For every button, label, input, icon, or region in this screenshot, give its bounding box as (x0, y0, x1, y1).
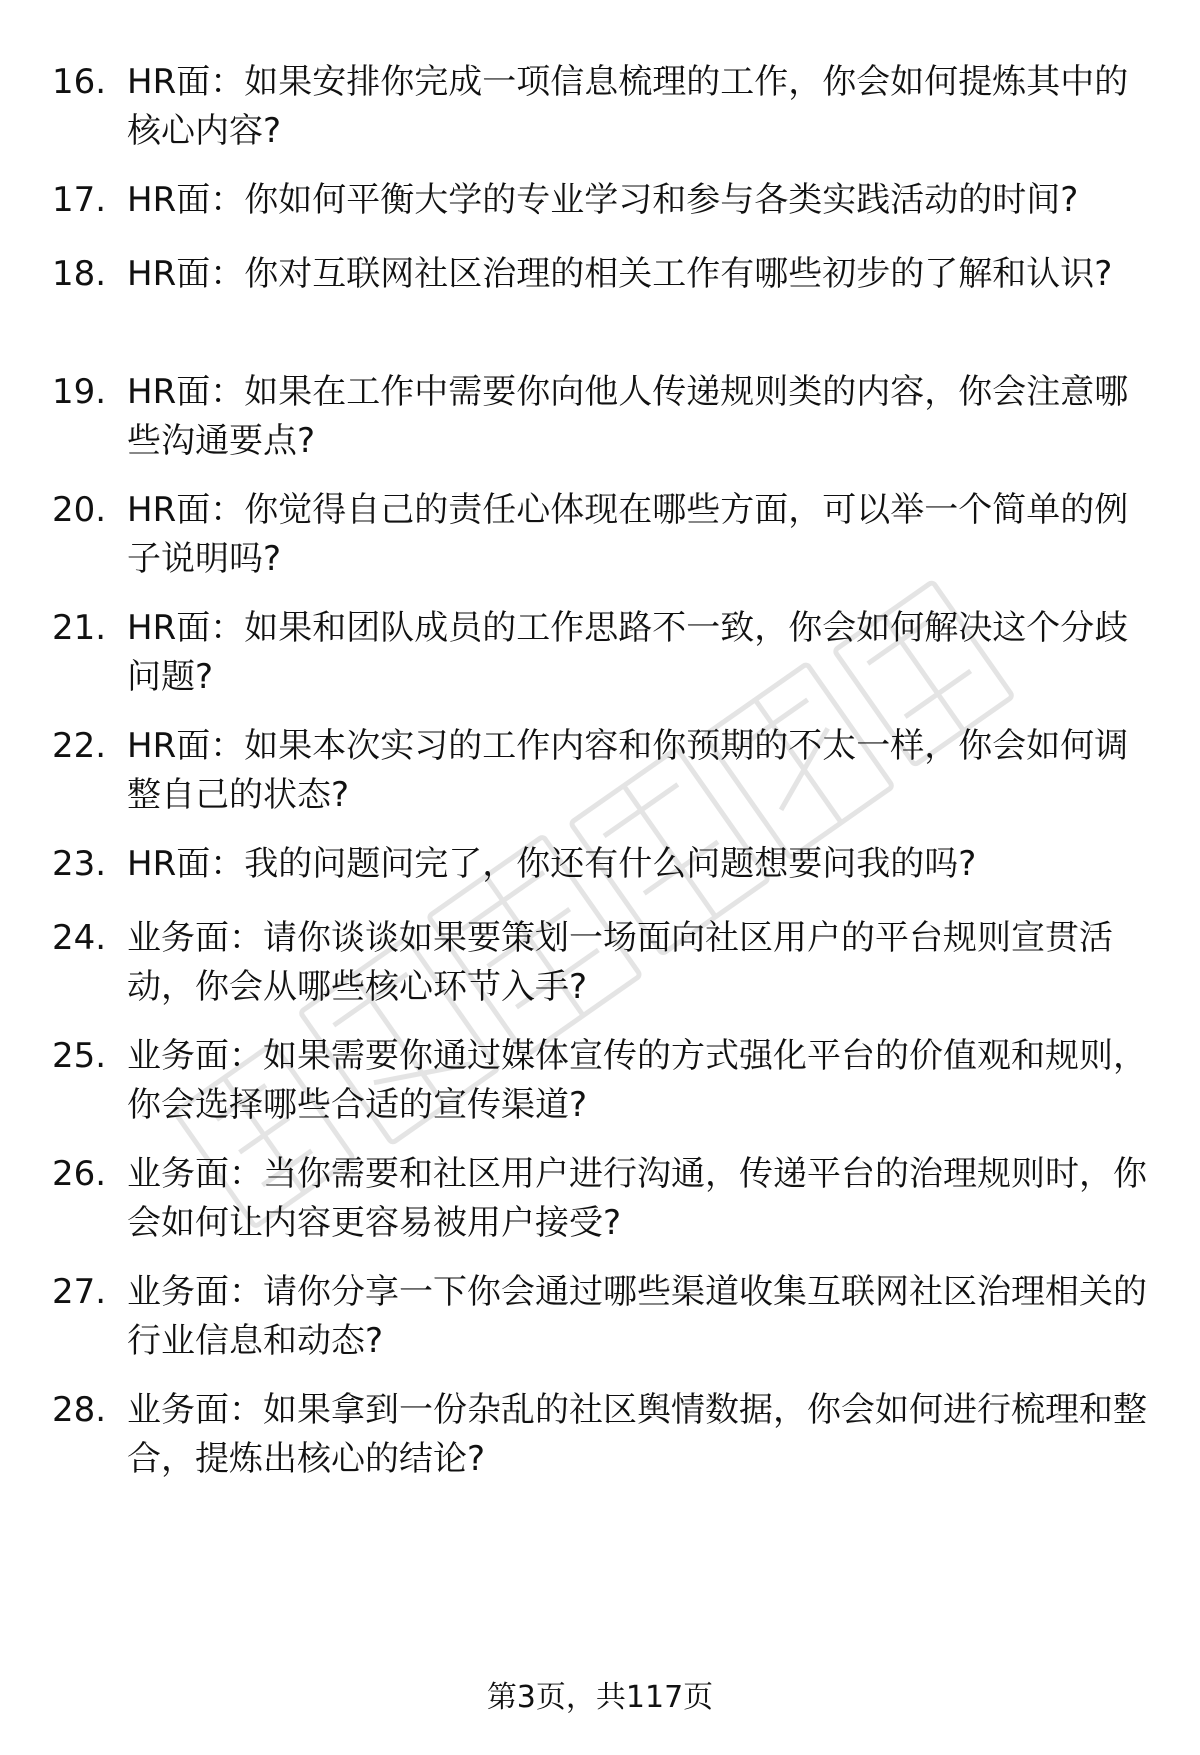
question-text: HR面：如果在工作中需要你向他人传递规则类的内容，你会注意哪些沟通要点? (127, 372, 1129, 461)
question-number: 24. (52, 918, 107, 958)
question-text: HR面：我的问题问完了，你还有什么问题想要问我的吗? (127, 844, 977, 884)
question-number: 23. (52, 844, 107, 884)
question-number: 28. (52, 1390, 107, 1430)
question-number: 17. (52, 180, 107, 220)
question-text: 业务面：如果需要你通过媒体宣传的方式强化平台的价值观和规则，你会选择哪些合适的宣传渠道? (127, 1036, 1147, 1125)
question-text: HR面：你如何平衡大学的专业学习和参与各类实践活动的时间? (127, 180, 1079, 220)
question-number: 27. (52, 1272, 107, 1312)
question-number: 19. (52, 372, 107, 412)
page-footer (0, 1678, 1200, 1718)
question-number: 25. (52, 1036, 107, 1076)
question-number: 20. (52, 490, 107, 530)
question-text: 业务面：请你谈谈如果要策划一场面向社区用户的平台规则宣贯活动，你会从哪些核心环节入手? (127, 918, 1113, 1007)
question-text: 业务面：如果拿到一份杂乱的社区舆情数据，你会如何进行梳理和整合，提炼出核心的结论? (127, 1390, 1147, 1479)
question-text: HR面：如果安排你完成一项信息梳理的工作，你会如何提炼其中的核心内容? (127, 62, 1129, 151)
question-text: HR面：如果和团队成员的工作思路不一致，你会如何解决这个分歧问题? (127, 608, 1129, 697)
question-number: 18. (52, 254, 107, 294)
question-text: 业务面：请你分享一下你会通过哪些渠道收集互联网社区治理相关的行业信息和动态? (127, 1272, 1147, 1361)
question-number: 26. (52, 1154, 107, 1194)
question-number: 22. (52, 726, 107, 766)
question-number: 21. (52, 608, 107, 648)
question-text: HR面：你觉得自己的责任心体现在哪些方面，可以举一个简单的例子说明吗? (127, 490, 1129, 579)
question-text: HR面：你对互联网社区治理的相关工作有哪些初步的了解和认识? (127, 254, 1113, 294)
page-number-label: 第3页，共117页 (486, 1680, 714, 1715)
question-text: HR面：如果本次实习的工作内容和你预期的不太一样，你会如何调整自己的状态? (127, 726, 1129, 815)
question-number: 16. (52, 62, 107, 102)
question-text: 业务面：当你需要和社区用户进行沟通，传递平台的治理规则时，你会如何让内容更容易被用户接受? (127, 1154, 1147, 1243)
